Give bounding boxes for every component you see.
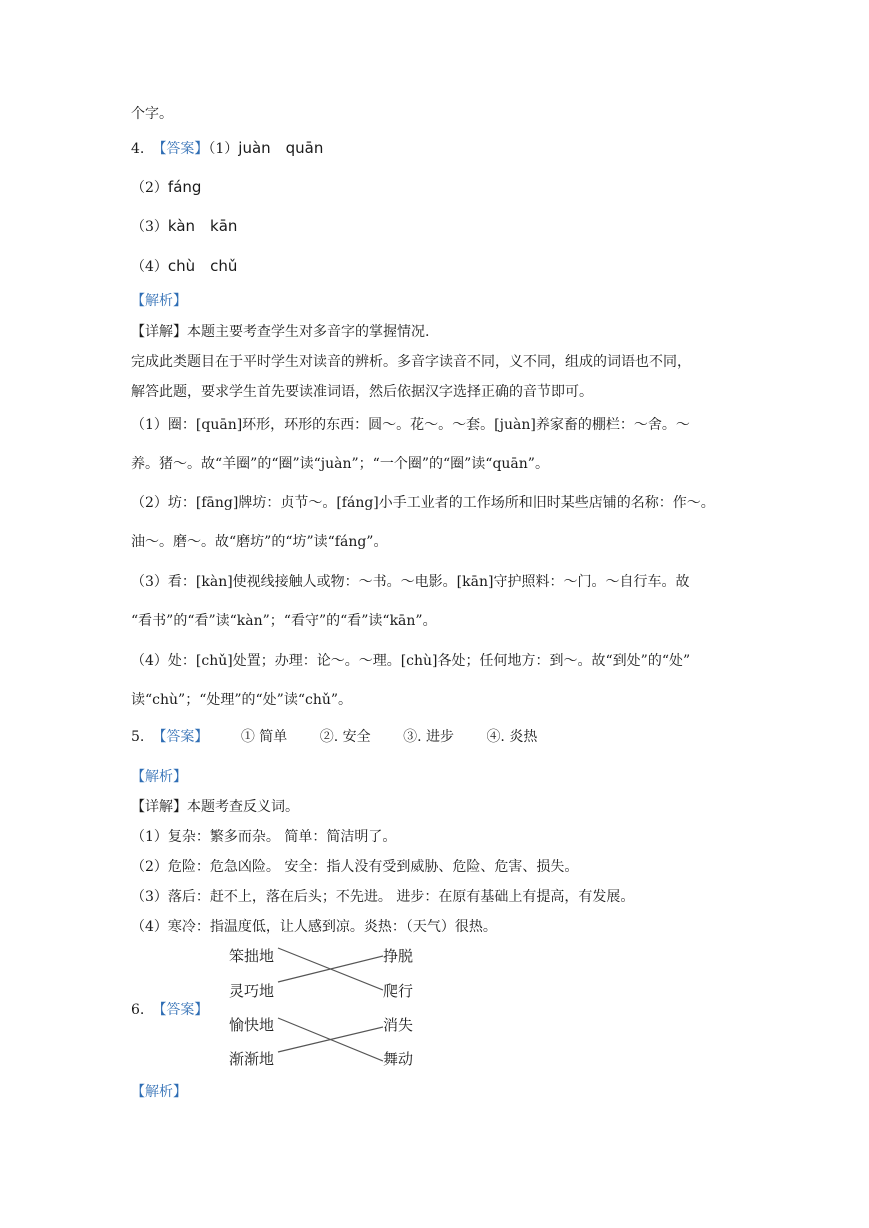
q4-answer-label-4: （4） [131, 259, 168, 275]
q5-explanation-line: （3）落后：赶不上，落在后头；不先进。 进步：在原有基础上有提高，有发展。 [131, 889, 635, 905]
q4-explanation-line: 完成此类题目在于平时学生对读音的辨析。多音字读音不同，义不同，组成的词语也不同， [131, 354, 691, 370]
q6-left-word: 笨拙地 [229, 947, 275, 965]
q6-right-word: 爬行 [383, 982, 414, 1000]
q4-answer-text-4: chù chǔ [167, 257, 238, 275]
q6-right-word: 挣脱 [383, 947, 414, 965]
q5-option-4: ④. 炎热 [486, 729, 538, 745]
q4-explanation-line: 读“chù”；“处理”的“处”读“chǔ”。 [131, 692, 353, 708]
q6-left-word: 渐渐地 [229, 1050, 275, 1068]
q6-left-word: 愉快地 [229, 1016, 275, 1034]
q5-option-3: ③. 进步 [403, 729, 454, 745]
q4-answer-label-3: （3） [131, 219, 168, 235]
q5-answer-tag: 【答案】 [152, 729, 209, 745]
q4-explanation-line: （3）看：[kàn]使视线接触人或物：～书。～电影。[kān]守护照料：～门。～自行车。故 [131, 574, 690, 590]
q4-detail-text: 本题主要考查学生对多音字的掌握情况. [187, 324, 430, 340]
q4-answer-text-3: kàn kān [167, 217, 238, 235]
q6-answer-tag: 【答案】 [152, 1002, 209, 1018]
q5-explanation-line: （2）危险：危急凶险。 安全：指人没有受到威胁、危险、危害、损失。 [131, 859, 579, 875]
q5-detail-text: 本题考查反义词。 [187, 799, 299, 815]
q4-explanation-line: （2）坊：[fāng]牌坊：贞节～。[fáng]小手工业者的工作场所和旧时某些店铺的名称：作～。 [131, 495, 715, 511]
q4-answer-tag: 【答案】 [152, 141, 209, 157]
top-fragment: 个字。 [131, 106, 173, 122]
q5-explanation-line: （4）寒冷：指温度低，让人感到凉。炎热：（天气）很热。 [131, 919, 497, 935]
q4-answer-text-2: fáng [167, 178, 202, 196]
q4-answer-label-2: （2） [131, 180, 168, 196]
q5-analysis-tag: 【解析】 [131, 769, 187, 785]
q6-number: 6. [131, 1002, 145, 1018]
q5-option-1: ① 简单 [240, 729, 288, 745]
q4-explanation-line: （1）圈：[quān]环形，环形的东西：圆～。花～。～套。[juàn]养家畜的棚栏：～舍。～ [131, 417, 690, 433]
q6-left-word: 灵巧地 [229, 982, 275, 1000]
q4-number: 4. [131, 141, 145, 157]
q5-option-2: ②. 安全 [319, 729, 371, 745]
connector-line [278, 956, 383, 982]
q4-detail-tag: 【详解】 [131, 324, 187, 340]
q5-explanation-line: （1）复杂：繁多而杂。 简单：简洁明了。 [131, 829, 397, 845]
q4-explanation-line: 解答此题，要求学生首先要读准词语，然后依据汉字选择正确的音节即可。 [131, 384, 593, 400]
q6-analysis-tag: 【解析】 [131, 1084, 187, 1100]
q4-answer-text-1: juàn quān [238, 139, 324, 157]
q6-right-word: 消失 [383, 1016, 414, 1034]
q4-explanation-line: （4）处：[chǔ]处置；办理：论～。～理。[chù]各处；任何地方：到～。故“到处”的“处” [131, 653, 691, 669]
q4-explanation-line: 养。猪～。故“羊圈”的“圈”读“juàn”；“一个圈”的“圈”读“quān”。 [131, 456, 549, 472]
q4-answer-label-1: （1） [208, 141, 239, 157]
q4-explanation-line: 油～。磨～。故“磨坊”的“坊”读“fáng”。 [131, 534, 388, 550]
connector-line [278, 1027, 383, 1052]
q4-explanation-line: “看书”的“看”读“kàn”；“看守”的“看”读“kān”。 [131, 613, 437, 629]
q6-right-word: 舞动 [383, 1050, 414, 1068]
q4-analysis-tag: 【解析】 [131, 293, 187, 309]
q5-detail-tag: 【详解】 [131, 799, 187, 815]
q5-number: 5. [131, 729, 145, 745]
